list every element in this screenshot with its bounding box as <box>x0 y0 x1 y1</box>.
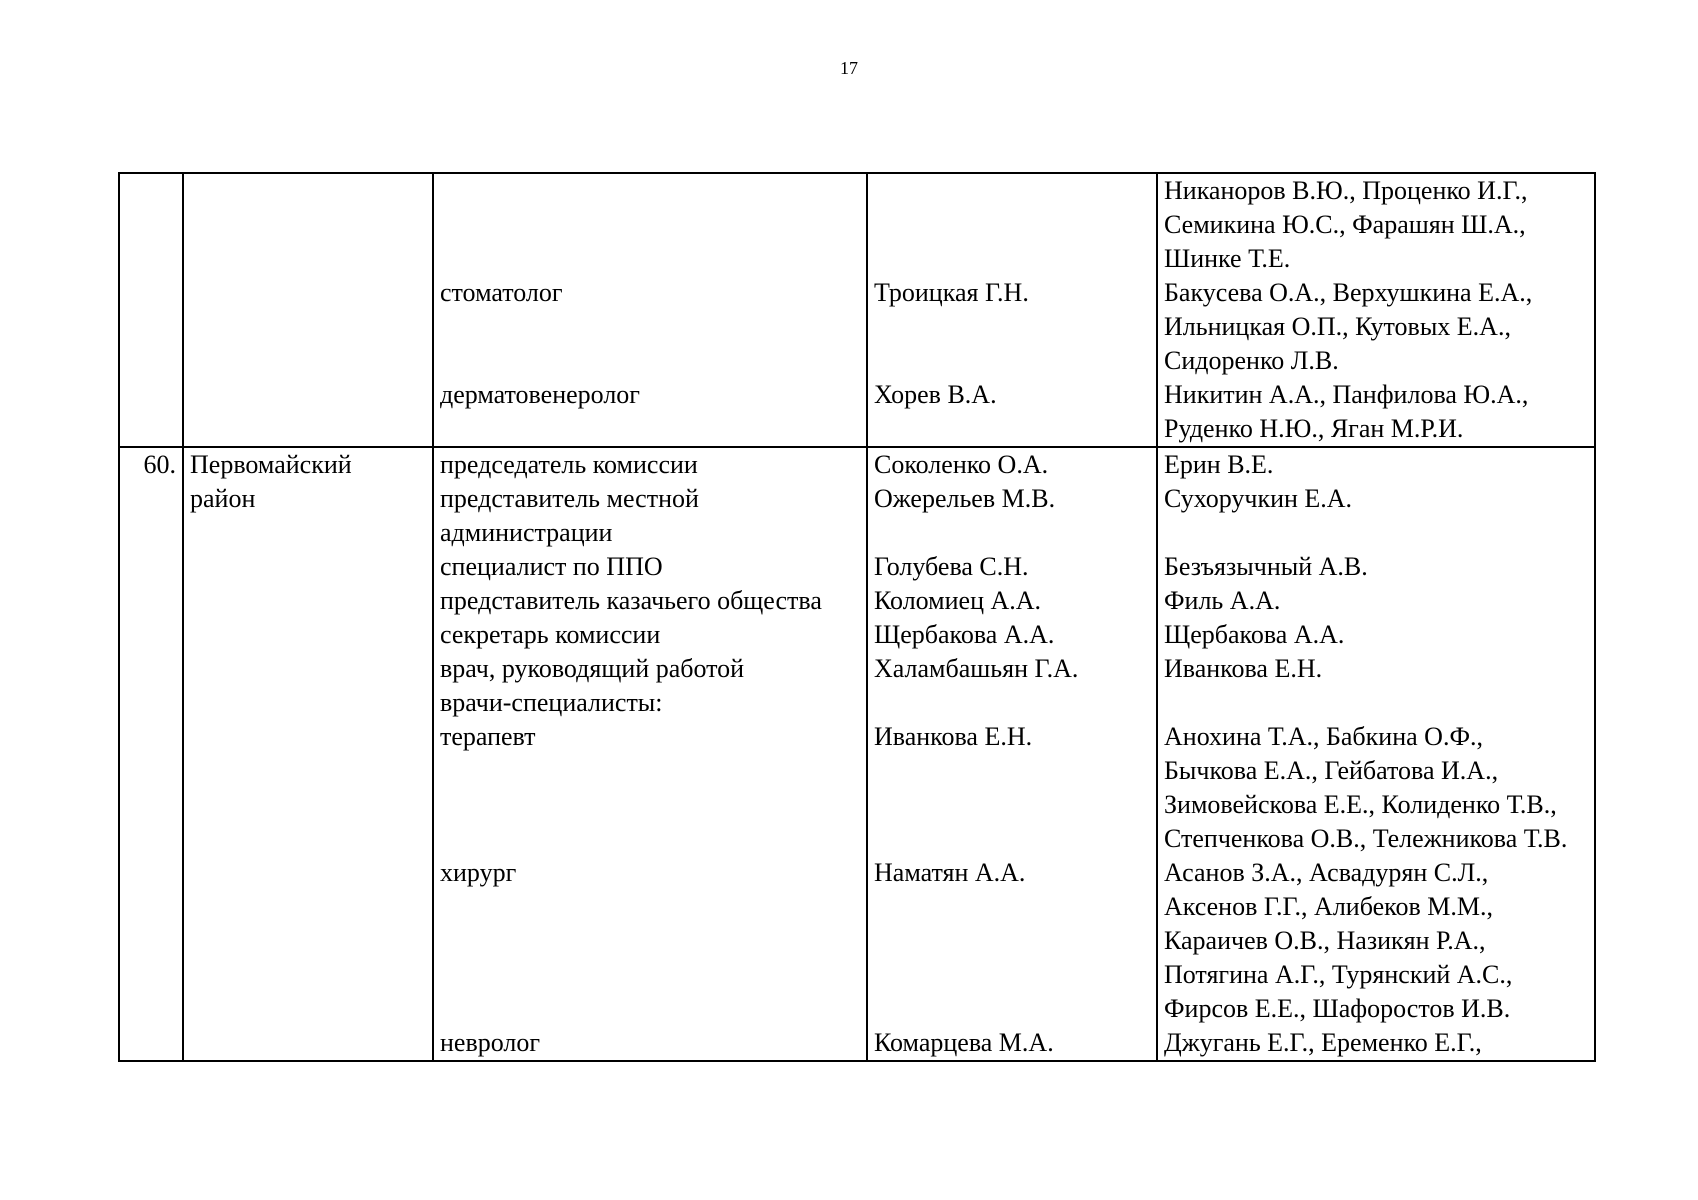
members-cell <box>1157 447 1595 1061</box>
table-row <box>119 447 1595 1061</box>
role-text: секретарь комиссии <box>440 620 661 649</box>
empty-line <box>440 754 860 788</box>
empty-line <box>440 924 860 958</box>
empty-line <box>440 788 860 822</box>
empty-line <box>440 174 860 208</box>
empty-line <box>874 516 1150 550</box>
empty-line <box>440 992 860 1026</box>
empty-line <box>1164 686 1588 720</box>
empty-line <box>440 958 860 992</box>
empty-line <box>440 890 860 924</box>
members-line: Джугань Е.Г., Еременко Е.Г., <box>1164 1028 1482 1057</box>
commission-table <box>118 172 1596 1062</box>
role-text: дерматовенеролог <box>440 380 640 409</box>
members-line: Никитин А.А., Панфилова Ю.А., <box>1164 380 1529 409</box>
role-text: врач, руководящий работой <box>440 654 745 683</box>
head-cell <box>867 173 1157 447</box>
empty-line <box>874 344 1150 378</box>
head-name: Ожерельев М.В. <box>874 484 1056 513</box>
role-text: терапевт <box>440 722 536 751</box>
role-cell <box>433 447 867 1061</box>
empty-line <box>874 686 1150 720</box>
members-line: Бакусева О.А., Верхушкина Е.А., <box>1164 278 1533 307</box>
members-line: Бычкова Е.А., Гейбатова И.А., <box>1164 756 1499 785</box>
head-cell <box>867 447 1157 1061</box>
district-name-line: район <box>190 484 256 513</box>
empty-line <box>874 924 1150 958</box>
empty-line <box>874 992 1150 1026</box>
role-text: администрации <box>440 518 613 547</box>
empty-line <box>874 788 1150 822</box>
members-line: Сидоренко Л.В. <box>1164 346 1339 375</box>
role-text: представитель казачьего общества <box>440 586 822 615</box>
row-number: 60. <box>143 450 176 479</box>
role-cell <box>433 173 867 447</box>
role-text: представитель местной <box>440 484 699 513</box>
head-name: Иванкова Е.Н. <box>874 722 1033 751</box>
members-line: Иванкова Е.Н. <box>1164 654 1323 683</box>
role-text: специалист по ППО <box>440 552 663 581</box>
members-line: Степченкова О.В., Тележникова Т.В. <box>1164 824 1568 853</box>
role-text: стоматолог <box>440 278 563 307</box>
members-line: Ильницкая О.П., Кутовых Е.А., <box>1164 312 1511 341</box>
row-number-cell <box>119 447 183 1061</box>
role-text: председатель комиссии <box>440 450 698 479</box>
members-line: Асанов З.А., Асвадурян С.Л., <box>1164 858 1489 887</box>
head-name: Комарцева М.А. <box>874 1028 1054 1057</box>
district-name-line: Первомайский <box>190 450 352 479</box>
empty-line <box>440 344 860 378</box>
empty-line <box>440 310 860 344</box>
head-name: Наматян А.А. <box>874 858 1026 887</box>
empty-line <box>874 208 1150 242</box>
members-line: Шинке Т.Е. <box>1164 244 1291 273</box>
empty-line <box>874 242 1150 276</box>
empty-line <box>874 958 1150 992</box>
empty-line <box>874 754 1150 788</box>
head-name: Голубева С.Н. <box>874 552 1029 581</box>
empty-line <box>440 242 860 276</box>
row-number-cell <box>119 173 183 447</box>
members-line: Аксенов Г.Г., Алибеков М.М., <box>1164 892 1493 921</box>
empty-line <box>440 822 860 856</box>
role-text: невролог <box>440 1028 541 1057</box>
district-cell <box>183 447 433 1061</box>
members-line: Сухоручкин Е.А. <box>1164 484 1353 513</box>
district-cell <box>183 173 433 447</box>
empty-line <box>1164 516 1588 550</box>
members-line: Безъязычный А.В. <box>1164 552 1368 581</box>
head-name: Халамбашьян Г.А. <box>874 654 1079 683</box>
members-line: Щербакова А.А. <box>1164 620 1345 649</box>
members-cell <box>1157 173 1595 447</box>
district-section <box>119 447 1595 1061</box>
members-line: Ерин В.Е. <box>1164 450 1274 479</box>
role-text: хирург <box>440 858 517 887</box>
members-line: Никаноров В.Ю., Проценко И.Г., <box>1164 176 1528 205</box>
empty-line <box>440 208 860 242</box>
members-line: Зимовейскова Е.Е., Колиденко Т.В., <box>1164 790 1557 819</box>
members-line: Семикина Ю.С., Фарашян Ш.А., <box>1164 210 1526 239</box>
members-line: Фирсов Е.Е., Шафоростов И.В. <box>1164 994 1511 1023</box>
empty-line <box>874 174 1150 208</box>
members-line: Руденко Н.Ю., Яган М.Р.И. <box>1164 414 1464 443</box>
head-name: Хорев В.А. <box>874 380 997 409</box>
empty-line <box>874 822 1150 856</box>
role-text: врачи-специалисты: <box>440 688 663 717</box>
members-line: Караичев О.В., Назикян Р.А., <box>1164 926 1486 955</box>
head-name: Соколенко О.А. <box>874 450 1049 479</box>
members-line: Анохина Т.А., Бабкина О.Ф., <box>1164 722 1483 751</box>
members-line: Потягина А.Г., Турянский А.С., <box>1164 960 1513 989</box>
head-name: Троицкая Г.Н. <box>874 278 1029 307</box>
continuation-section <box>119 173 1595 447</box>
head-name: Коломиец А.А. <box>874 586 1042 615</box>
empty-line <box>874 310 1150 344</box>
empty-line <box>874 890 1150 924</box>
members-line: Филь А.А. <box>1164 586 1281 615</box>
head-name: Щербакова А.А. <box>874 620 1055 649</box>
table-row <box>119 173 1595 447</box>
page-number: 17 <box>840 58 858 78</box>
